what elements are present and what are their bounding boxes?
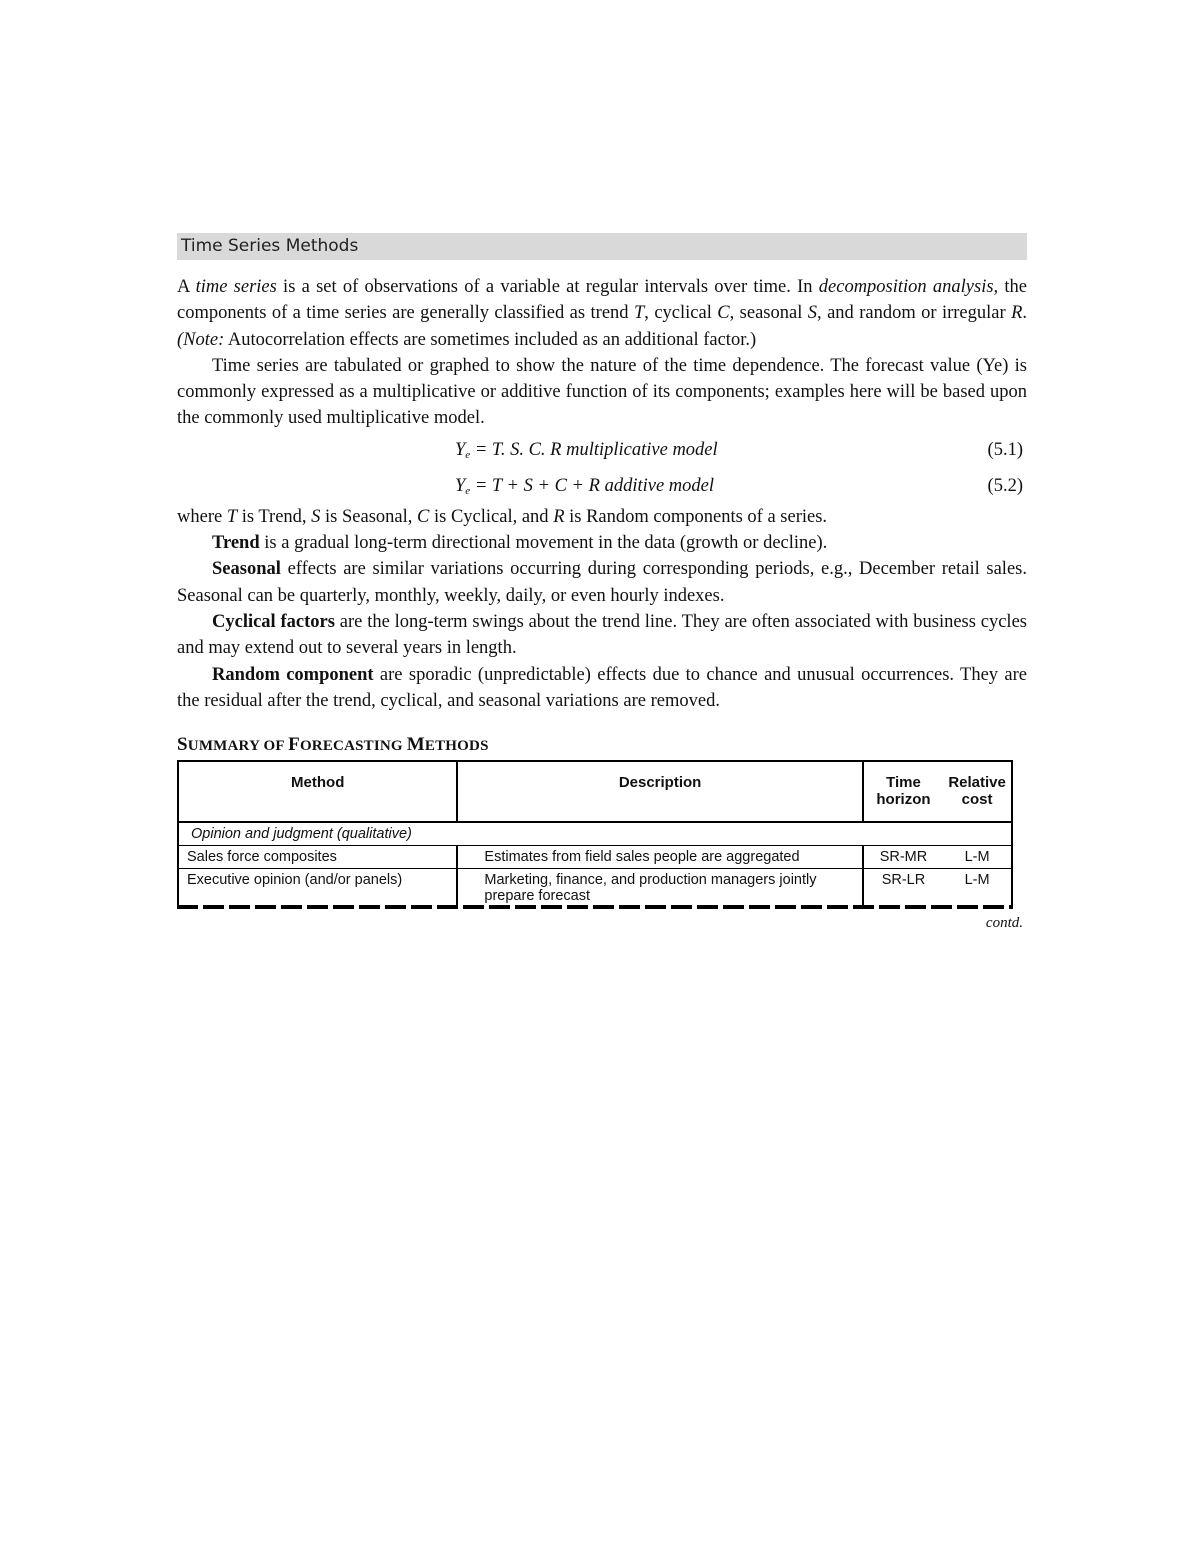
header-relative-cost: Relative cost [943,761,1012,822]
definition-trend: Trend is a gradual long-term directional movement in the data (growth or decline). [212,533,828,554]
cell-method: Sales force composites [178,846,457,869]
equation-additive: $Y_e = T + S + C + R$ additive model (5.2) [455,475,1023,497]
document-page [177,233,1027,932]
cell-description: Estimates from field sales people are aggregated [457,846,862,869]
table-continuation-border [177,905,1013,909]
table-row [178,846,1012,869]
cell-time-horizon: SR-LR [881,872,926,889]
cell-relative-cost: L-M [943,869,1012,908]
equation-number: (5.2) [987,475,1023,496]
definition-cyclical: Cyclical factors are the long-term swings about the trend line. They are often associated with business cycles and may extend out to several years in length. [177,611,1027,659]
section-heading: Time Series Methods [177,233,1027,260]
cell-time-horizon: SR-MR [863,846,943,869]
continued-note: contd. [985,915,1023,932]
intro-paragraph: A time series is a set of observations of a variable at regular intervals over time. In decomposition analysis, the components of a time series are generally classified as trend T, cyclical C, seasonal S, and random or irregular R. (Note: Autocorrelation effects are sometimes included as an additional factor.) [177,277,1028,350]
definition-random: Random component are sporadic (unpredictable) effects due to chance and unusual occurrences. They are the residual after the trend, cyclical, and seasonal variations are removed. [177,664,1027,711]
table-row [178,869,1012,908]
where-paragraph: where T is Trend, S is Seasonal, C is Cyclical, and R is Random components of a series. [177,506,828,527]
category-label: Opinion and judgment (qualitative) [178,822,1012,846]
equation-number: (5.1) [987,439,1023,460]
forecasting-methods-table [177,760,1013,909]
forecast-paragraph: Time series are tabulated or graphed to show the nature of the time dependence. The forecast value (Ye) is commonly expressed as a multiplicative or additive function of its components; examples here will be based upon the commonly used multiplicative model. [177,355,1027,429]
header-description: Description [457,761,862,822]
definition-seasonal: Seasonal effects are similar variations occurring during corresponding periods, e.g., December retail sales. Seasonal can be quarterly, monthly, weekly, daily, or even hourly indexes. [177,559,1027,606]
cell-description: Marketing, finance, and production managers jointly prepare forecast [457,869,862,908]
header-method: Method [178,761,457,822]
equation-multiplicative: $Y_e = T$. S. C. R multiplicative model (5.1) [455,439,1023,461]
cell-relative-cost: L-M [943,846,1012,869]
table-category-row [178,822,1012,846]
cell-method: Executive opinion (and/or panels) [178,869,457,908]
header-time-horizon: Time horizon [863,761,943,822]
summary-title: SUMMARY OF FORECASTING METHODS [177,734,489,756]
